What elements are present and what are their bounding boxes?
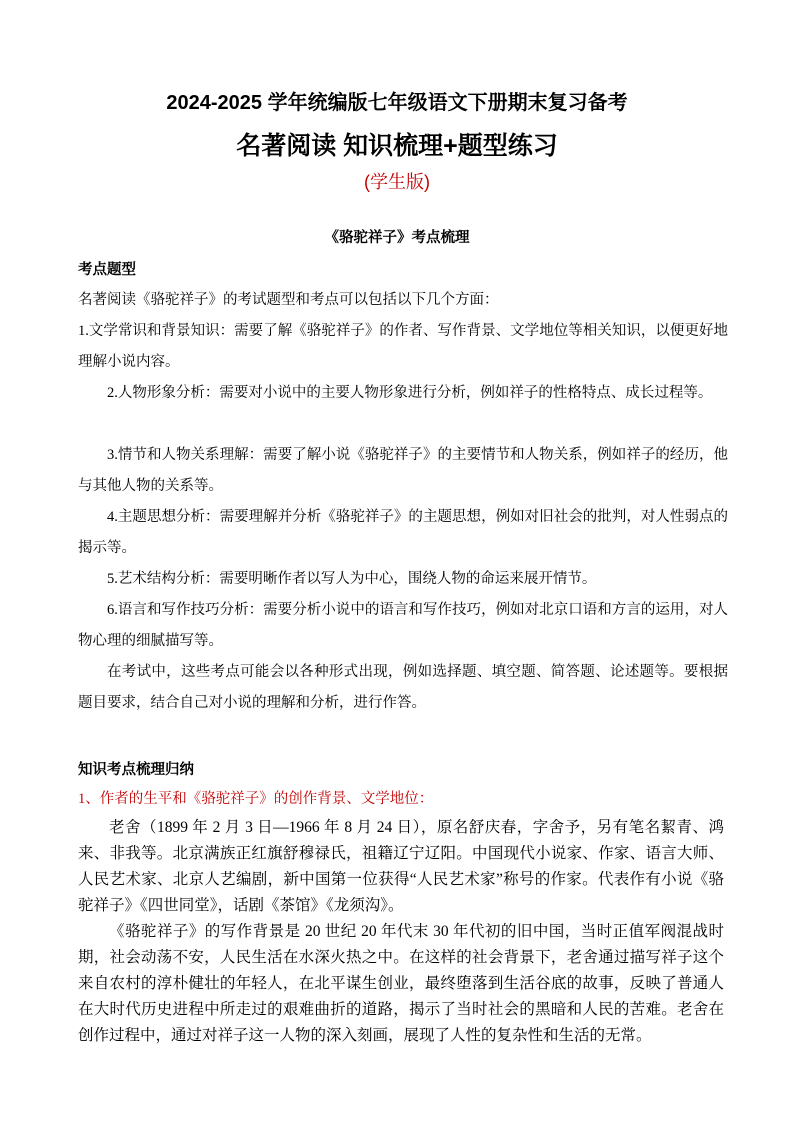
list-item-6: 6.语言和写作技巧分析：需要分析小说中的语言和写作技巧，例如对北京口语和方言的运用，对人物心理的细腻描写等。 — [78, 602, 728, 649]
edition-label: (学生版) — [364, 172, 430, 192]
intro-paragraph: 名著阅读《骆驼祥子》的考试题型和考点可以包括以下几个方面： — [78, 292, 499, 308]
knowledge-subheading: 1、作者的生平和《骆驼祥子》的创作背景、文学地位： — [78, 791, 434, 807]
exam-types-heading: 考点题型 — [78, 262, 136, 278]
list-item-5: 5.艺术结构分析：需要明晰作者以写人为中心，围绕人物的命运来展开情节。 — [107, 571, 597, 587]
list-item-3: 3.情节和人物关系理解：需要了解小说《骆驼祥子》的主要情节和人物关系，例如祥子的经历，他与其他人物的关系等。 — [78, 447, 728, 494]
list-item-2: 2.人物形象分析：需要对小说中的主要人物形象进行分析，例如祥子的性格特点、成长过程等。 — [107, 385, 713, 401]
document-subtitle: 名著阅读 知识梳理+题型练习 — [236, 132, 558, 160]
list-item-4: 4.主题思想分析：需要理解并分析《骆驼祥子》的主题思想，例如对旧社会的批判，对人性弱点的揭示等。 — [78, 509, 728, 556]
conclusion-paragraph: 在考试中，这些考点可能会以各种形式出现，例如选择题、填空题、简答题、论述题等。要根据题目要求，结合自己对小说的理解和分析，进行作答。 — [78, 664, 728, 711]
background-paragraph: 《骆驼祥子》的写作背景是 20 世纪 20 年代末 30 年代初的旧中国，当时正值军阀混战时期，社会动荡不安，人民生活在水深火热之中。在这样的社会背景下，老舍通过描写祥子这个来自农村的淳朴健壮的年轻人，在北平谋生创业，最终堕落到生活谷底的故事，反映了普通人在大时代历史进程中所走过的艰难曲折的道路，揭示了当时社会的黑暗和人民的苦难。老舍在创作过程中，通过对祥子这一人物的深入刻画，展现了人性的复杂性和生活的无常。 — [78, 923, 724, 1044]
knowledge-heading: 知识考点梳理归纳 — [78, 762, 194, 778]
document-title: 2024-2025 学年统编版七年级语文下册期末复习备考 — [166, 92, 628, 114]
section-title: 《骆驼祥子》考点梳理 — [324, 230, 470, 246]
author-paragraph: 老舍（1899 年 2 月 3 日—1966 年 8 月 24 日），原名舒庆春，字舍予，另有笔名絜青、鸿来、非我等。北京满族正红旗舒穆禄氏，祖籍辽宁辽阳。中国现代小说家、作家、语言大师、人民艺术家、北京人艺编剧，新中国第一位获得“人民艺术家”称号的作家。代表作有小说《骆驼祥子》《四世同堂》，话剧《茶馆》《龙须沟》。 — [78, 819, 724, 914]
list-item-1: 1.文学常识和背景知识：需要了解《骆驼祥子》的作者、写作背景、文学地位等相关知识，以便更好地理解小说内容。 — [78, 323, 728, 370]
